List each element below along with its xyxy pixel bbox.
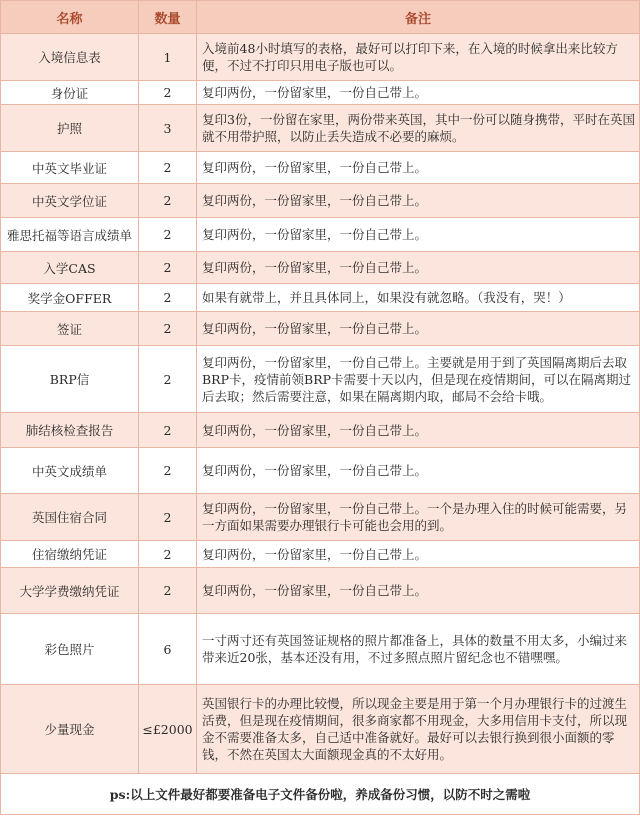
table-row [1, 413, 640, 448]
row-note: 英国银行卡的办理比较慢，所以现金主要是用于第一个月办理银行卡的过渡生活费，但是现在疫情期间，很多商家都不用现金，大多用信用卡支付，所以现金不需要准备太多，自己适中准备就好。最好可以去银行换到很小面额的零钱，不然在英国太大面额现金真的不太好用。 [197, 685, 640, 774]
header-quantity: 数量 [139, 1, 197, 34]
row-note: 复印两份，一份留家里，一份自己带上。 [197, 218, 640, 252]
row-quantity: 6 [139, 614, 197, 685]
row-quantity: 2 [139, 284, 197, 312]
row-name: 大学学费缴纳凭证 [1, 568, 139, 614]
table-row [1, 284, 640, 312]
row-note: 复印两份，一份留家里，一份自己带上。 [197, 252, 640, 284]
header-notes: 备注 [197, 1, 640, 34]
row-quantity: 2 [139, 184, 197, 218]
row-name: 雅思托福等语言成绩单 [1, 218, 139, 252]
row-quantity: ≤£2000 [139, 685, 197, 774]
row-name: 入境信息表 [1, 34, 139, 81]
row-quantity: 2 [139, 152, 197, 184]
row-note: 复印两份，一份留家里，一份自己带上。 [197, 413, 640, 448]
row-name: 中英文毕业证 [1, 152, 139, 184]
row-quantity: 2 [139, 346, 197, 413]
row-note: 如果有就带上，并且具体同上，如果没有就忽略。（我没有，哭！） [197, 284, 640, 312]
row-note: 复印两份，一份留家里，一份自己带上。 [197, 184, 640, 218]
row-note: 复印两份，一份留家里，一份自己带上。 [197, 81, 640, 105]
table-row [1, 312, 640, 346]
table-row [1, 152, 640, 184]
row-name: 奖学金OFFER [1, 284, 139, 312]
table-row [1, 448, 640, 494]
table-row [1, 346, 640, 413]
row-note: 入境前48小时填写的表格，最好可以打印下来，在入境的时候拿出来比较方便，不过不打印只用电子版也可以。 [197, 34, 640, 81]
row-name: 身份证 [1, 81, 139, 105]
row-quantity: 2 [139, 413, 197, 448]
row-quantity: 2 [139, 494, 197, 541]
row-note: 复印两份，一份留家里，一份自己带上。 [197, 152, 640, 184]
row-name: 护照 [1, 105, 139, 152]
table-row [1, 81, 640, 105]
row-note: 复印两份，一份留家里，一份自己带上。 [197, 568, 640, 614]
row-note: 复印两份，一份留家里，一份自己带上。主要就是用于到了英国隔离期后去取BRP卡，疫情前领BRP卡需要十天以内，但是现在疫情期间，可以在隔离期过后去取；然后需要注意，如果在隔离期内取，邮局不会给卡哦。 [197, 346, 640, 413]
row-quantity: 2 [139, 312, 197, 346]
row-note: 复印两份，一份留家里，一份自己带上。 [197, 312, 640, 346]
row-quantity: 2 [139, 541, 197, 568]
row-name: 彩色照片 [1, 614, 139, 685]
row-name: 英国住宿合同 [1, 494, 139, 541]
row-name: 住宿缴纳凭证 [1, 541, 139, 568]
row-quantity: 2 [139, 568, 197, 614]
table-row [1, 252, 640, 284]
table-row [1, 614, 640, 685]
row-note: 复印两份，一份留家里，一份自己带上。一个是办理入住的时候可能需要，另一方面如果需要办理银行卡可能也会用的到。 [197, 494, 640, 541]
row-name: 中英文成绩单 [1, 448, 139, 494]
row-name: 中英文学位证 [1, 184, 139, 218]
table-row [1, 105, 640, 152]
footer-note: ps:以上文件最好都要准备电子文件备份啦，养成备份习惯，以防不时之需啦 [1, 774, 640, 815]
table-row [1, 34, 640, 81]
table-header-row [1, 1, 640, 34]
row-name: 签证 [1, 312, 139, 346]
header-name: 名称 [1, 1, 139, 34]
row-note: 复印3份，一份留在家里，两份带来英国，其中一份可以随身携带，平时在英国就不用带护照，以防止丢失造成不必要的麻烦。 [197, 105, 640, 152]
row-note: 复印两份，一份留家里，一份自己带上。 [197, 448, 640, 494]
row-quantity: 2 [139, 81, 197, 105]
row-quantity: 3 [139, 105, 197, 152]
table-row [1, 494, 640, 541]
table-row [1, 685, 640, 774]
row-note: 复印两份，一份留家里，一份自己带上。 [197, 541, 640, 568]
row-name: BRP信 [1, 346, 139, 413]
row-note: 一寸两寸还有英国签证规格的照片都准备上，具体的数量不用太多，小编过来带来近20张，基本还没有用，不过多照点照片留纪念也不错嘿嘿。 [197, 614, 640, 685]
row-quantity: 2 [139, 218, 197, 252]
table-row [1, 568, 640, 614]
table-row [1, 184, 640, 218]
row-quantity: 2 [139, 448, 197, 494]
footer-row [1, 774, 640, 815]
table-row [1, 541, 640, 568]
table-row [1, 218, 640, 252]
row-quantity: 2 [139, 252, 197, 284]
row-name: 少量现金 [1, 685, 139, 774]
row-name: 入学CAS [1, 252, 139, 284]
row-name: 肺结核检查报告 [1, 413, 139, 448]
row-quantity: 1 [139, 34, 197, 81]
